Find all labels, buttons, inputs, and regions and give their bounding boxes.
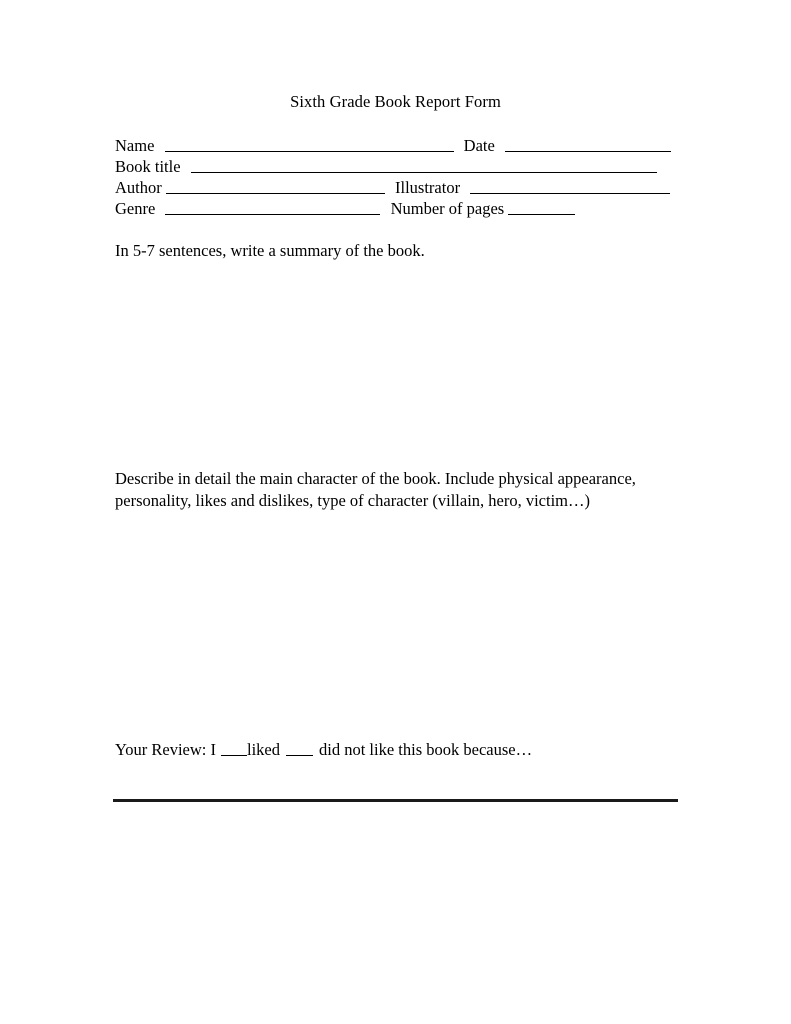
illustrator-blank[interactable] bbox=[470, 179, 670, 194]
name-label: Name bbox=[115, 136, 155, 155]
review-liked-blank[interactable] bbox=[221, 742, 247, 756]
illustrator-label: Illustrator bbox=[395, 178, 461, 197]
field-row-book-title bbox=[115, 156, 675, 177]
field-row-author-illustrator bbox=[115, 177, 675, 198]
character-writing-area[interactable] bbox=[115, 534, 675, 734]
review-liked-text: liked bbox=[247, 740, 280, 759]
book-title-label: Book title bbox=[115, 157, 181, 176]
author-label: Author bbox=[115, 178, 162, 197]
number-of-pages-blank[interactable] bbox=[508, 200, 575, 215]
field-row-name-date bbox=[115, 135, 675, 156]
author-blank[interactable] bbox=[166, 179, 385, 194]
book-title-blank[interactable] bbox=[191, 158, 657, 173]
genre-label: Genre bbox=[115, 199, 156, 218]
summary-writing-area[interactable] bbox=[115, 268, 675, 464]
field-row-genre-pages bbox=[115, 198, 675, 219]
form-fields-block bbox=[115, 135, 675, 219]
genre-blank[interactable] bbox=[165, 200, 380, 215]
review-tail-text: did not like this book because… bbox=[319, 740, 533, 759]
page-title: Sixth Grade Book Report Form bbox=[290, 92, 501, 111]
name-blank[interactable] bbox=[165, 137, 454, 152]
summary-prompt: In 5-7 sentences, write a summary of the book. bbox=[115, 241, 425, 260]
date-label: Date bbox=[463, 136, 495, 155]
review-prompt bbox=[115, 739, 675, 761]
character-prompt: Describe in detail the main character of the book. Include physical appearance, personality, likes and dislikes, type of character (villain, hero, victim…) bbox=[115, 469, 636, 510]
bottom-divider-rule bbox=[113, 799, 678, 802]
number-of-pages-label: Number of pages bbox=[390, 199, 505, 218]
review-intro-text: Your Review: I bbox=[115, 740, 216, 759]
date-blank[interactable] bbox=[505, 137, 671, 152]
review-not-liked-blank[interactable] bbox=[286, 742, 313, 756]
